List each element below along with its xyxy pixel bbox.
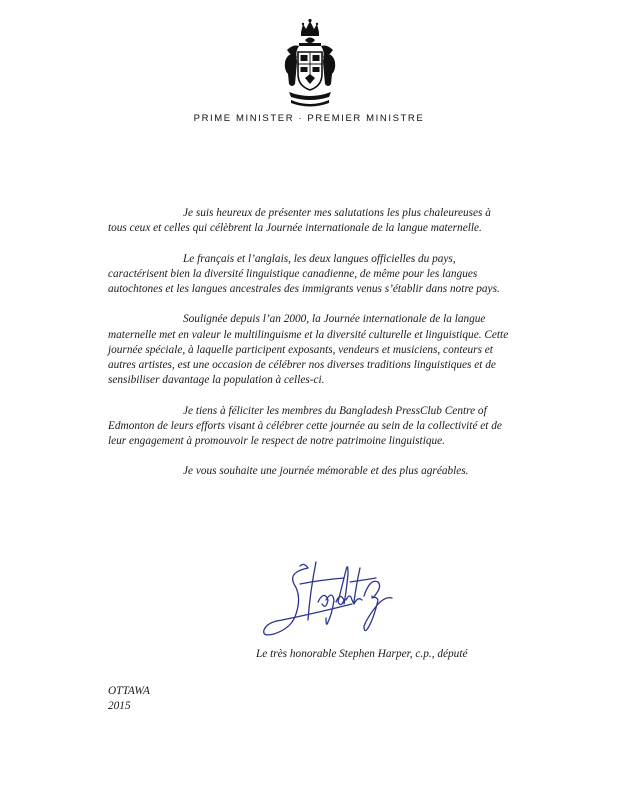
year-label: 2015 xyxy=(108,700,131,712)
place-and-date xyxy=(108,684,150,714)
letter-paragraph: Soulignée depuis l’an 2000, la Journée internationale de la langue maternelle met en valeur le multilinguisme et la diversité culturelle et linguistique. Cette journée spéciale, à laquelle participent exposants, vendeurs et musiciens, conteurs et autres artistes, est une occasion de célébrer nos diverses traditions linguistiques et de sensibiliser davantage la population à celles-ci. xyxy=(108,313,509,387)
letter-body xyxy=(108,206,510,495)
signer-name: Le très honorable Stephen Harper, c.p., député xyxy=(256,648,468,660)
letter-paragraph: Je vous souhaite une journée mémorable et des plus agréables. xyxy=(183,465,469,478)
royal-coat-of-arms-crest-icon xyxy=(281,18,339,108)
letter-paragraph: Le français et l’anglais, les deux langues officielles du pays, caractérisent bien la diversité linguistique canadienne, de même pour les langues autochtones et les langues ancestrales des immigrants venus s’établir dans notre pays. xyxy=(108,252,500,295)
letter-paragraph: Je suis heureux de présenter mes salutations les plus chaleureuses à tous ceux et celles qui célèbrent la Journée internationale de la langue maternelle. xyxy=(108,207,491,235)
handwritten-signature xyxy=(260,558,410,640)
letter-paragraph: Je tiens à féliciter les membres du Bangladesh PressClub Centre of Edmonton de leurs efforts visant à célébrer cette journée au sein de la collectivité et de leur engagement à promouvoir le respect de notre patrimoine linguistique. xyxy=(108,404,502,447)
city-label: OTTAWA xyxy=(108,685,150,697)
letterhead-title: PRIME MINISTER · PREMIER MINISTRE xyxy=(193,113,425,124)
